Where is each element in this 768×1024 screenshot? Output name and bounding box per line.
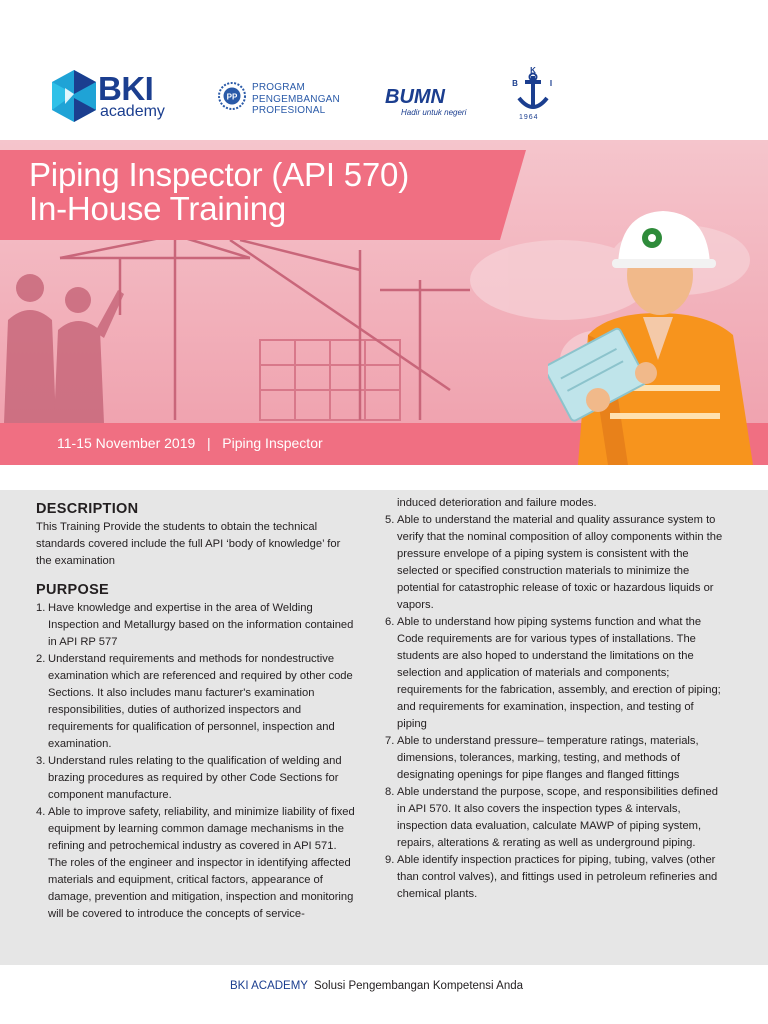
kri-year: 1964 xyxy=(519,114,539,121)
footer-brand: BKI ACADEMY xyxy=(230,980,308,992)
purpose-item xyxy=(36,600,356,651)
item-number: 4. xyxy=(36,806,46,818)
page-subtitle: In-House Training xyxy=(29,190,287,227)
svg-text:I: I xyxy=(549,79,553,88)
item-number: 8. xyxy=(385,786,395,798)
footer-text xyxy=(230,980,523,992)
item-text: Understand rules relating to the qualification of welding and brazing procedures as required by other Code Sections for component manufacture. xyxy=(48,755,342,801)
purpose-item xyxy=(385,614,725,733)
item-number: 2. xyxy=(36,653,46,665)
item-text: Able to understand the material and quality assurance system to verify that the nominal composition of alloy components within the pressure envelope of a piping system is consistent with the selected or specified construction materials to minimize the potential for catastrophic release of toxic or hazardous liquids or vapors. xyxy=(397,514,723,611)
ppp-text xyxy=(252,82,340,117)
bumn-tagline: Hadir untuk negeri xyxy=(401,108,467,117)
bki-subtitle: academy xyxy=(100,103,165,120)
anchor-emblem-icon xyxy=(505,64,561,116)
inspector-figure xyxy=(548,195,768,465)
item-text: Able understand the purpose, scope, and responsibilities defined in API 570. It also covers the inspection types & intervals, inspection data evaluation, calculate MAWP of piping system, repairs, alterations & rerating as well as underground piping. xyxy=(397,786,718,849)
ppp-line: PENGEMBANGAN xyxy=(252,93,340,105)
purpose-item xyxy=(385,852,725,903)
ppp-logo xyxy=(218,82,348,122)
purpose-item xyxy=(385,784,725,852)
date-line: 11-15 November 2019 | Piping Inspector xyxy=(57,435,323,451)
footer-tagline: Solusi Pengembangan Kompetensi Anda xyxy=(313,980,524,992)
svg-text:B: B xyxy=(512,79,518,88)
item-number: 9. xyxy=(385,854,395,866)
purpose-item xyxy=(385,512,725,614)
purpose-list-continued xyxy=(385,512,725,903)
bki-mark-icon xyxy=(52,70,96,122)
bki-anchor-logo xyxy=(505,64,561,128)
item-text: Able to understand pressure– temperature ratings, materials, dimensions, tolerances, marking, testing, and methods of designating openings for pipe flanges and flanged fittings xyxy=(397,735,699,781)
purpose-heading: PURPOSE xyxy=(36,582,110,598)
ppp-line: PROGRAM xyxy=(252,82,306,93)
item-text: Able identify inspection practices for piping, tubing, valves (other than control valves), and fittings used in petroleum refineries and chemical plants. xyxy=(397,854,718,900)
item-text: Have knowledge and expertise in the area of Welding Inspection and Metallurgy based on the information contained in API RP 577 xyxy=(48,602,354,648)
svg-text:PP: PP xyxy=(226,92,238,102)
title-panel-edge xyxy=(500,150,526,240)
ppp-badge-icon xyxy=(218,82,246,110)
item-number: 6. xyxy=(385,616,395,628)
item-number: 1. xyxy=(36,602,46,614)
purpose-list xyxy=(36,600,356,923)
bumn-logo xyxy=(385,86,475,120)
item-number: 7. xyxy=(385,735,395,747)
description-heading: DESCRIPTION xyxy=(36,501,139,517)
purpose-item xyxy=(385,733,725,784)
item-text: Able to understand how piping systems function and what the Code requirements are for various types of installations. The students are also hoped to understand the limitations on the selection and application of materials and components; requirements for the fabrication, assembly, and erection of piping; and requirements for examination, inspection, and testing of piping xyxy=(397,616,721,730)
svg-text:K: K xyxy=(530,66,536,75)
purpose-item xyxy=(36,651,356,753)
hero-banner xyxy=(0,140,768,465)
description-body: This Training Provide the students to obtain the technical standards covered include the full API ‘body of knowledge’ for the examination xyxy=(36,521,341,567)
bumn-wordmark: BUMN xyxy=(385,86,445,108)
purpose-item xyxy=(36,753,356,804)
item-text: Able to improve safety, reliability, and minimize liability of fixed equipment by learning common damage mechanisms in the refining and petrochemical industry as covered in API 571. The roles of the engineer and inspector in identifying affected materials and equipment, critical factors, appearance of damage, prevention and mitigation, inspection and monitoring will be covered to introduce the concepts of service- xyxy=(48,806,355,920)
logo-row xyxy=(0,0,768,140)
left-column xyxy=(36,497,356,923)
purpose-item-continuation: induced deterioration and failure modes. xyxy=(397,497,597,509)
bki-academy-logo xyxy=(52,70,184,126)
item-text: Understand requirements and methods for nondestructive examination which are referenced and required by other code Sections. It also includes manu facturer's examination responsibilities, duties of authorized inspectors and requirements for qualification of personnel, inspection and examination. xyxy=(48,653,353,750)
purpose-item xyxy=(36,804,356,923)
item-number: 3. xyxy=(36,755,46,767)
bki-wordmark: BKI xyxy=(98,70,154,107)
ppp-line: PROFESIONAL xyxy=(252,105,326,116)
footer xyxy=(0,965,768,1024)
right-column xyxy=(385,497,725,903)
page-title: Piping Inspector (API 570) xyxy=(29,156,410,193)
item-number: 5. xyxy=(385,514,395,526)
